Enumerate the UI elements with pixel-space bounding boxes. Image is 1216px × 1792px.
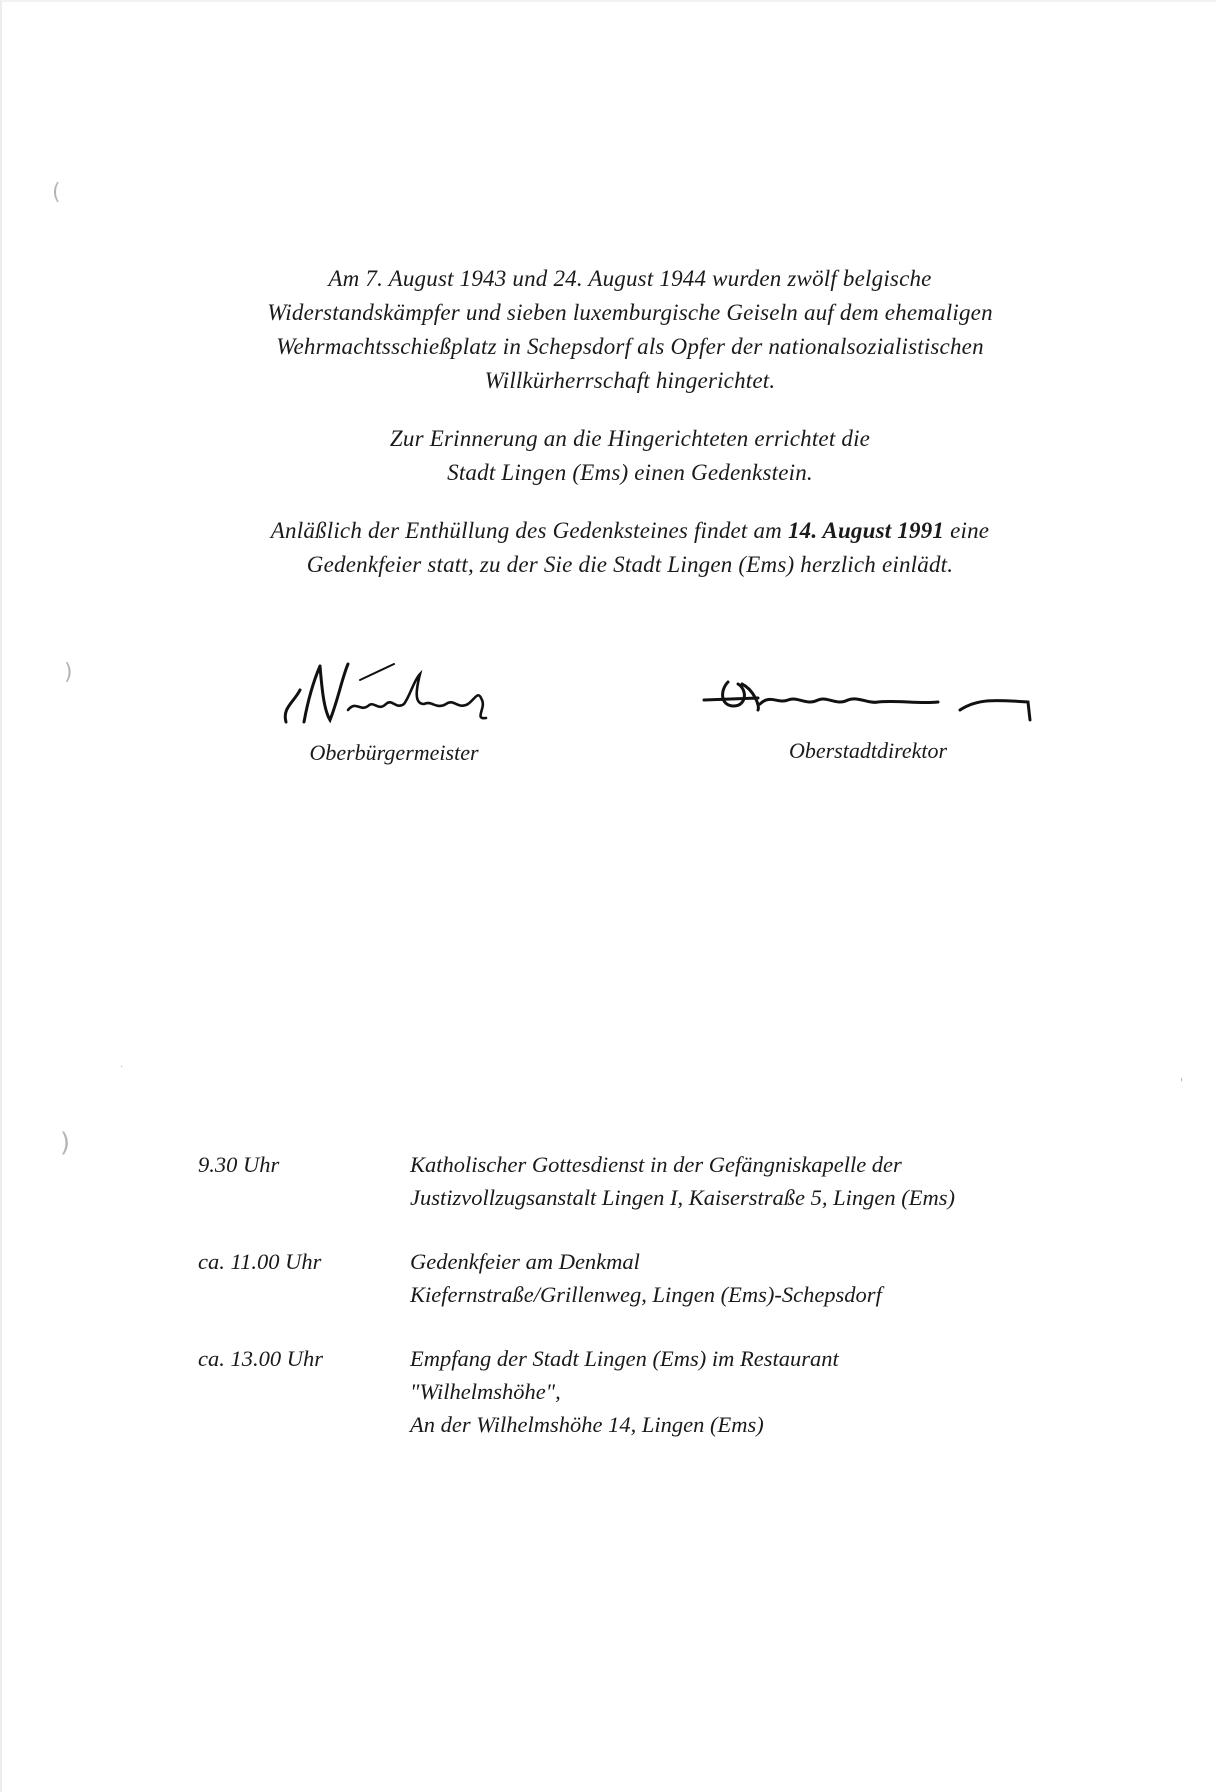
text-line: Stadt Lingen (Ems) einen Gedenkstein. [447,460,813,485]
paragraph-ceremony [180,514,1080,582]
handwritten-signature-icon [264,660,524,730]
schedule-line: "Wilhelmshöhe", [410,1379,561,1404]
schedule-description [410,1148,955,1214]
text-fragment: eine [950,518,990,543]
scan-mark: ) [64,660,73,685]
schedule-description [410,1245,882,1311]
signature-mayor [234,660,554,766]
scan-mark: ' [1180,1076,1184,1090]
text-line: Zur Erinnerung an die Hingerichteten errichtet die [389,426,871,451]
scan-mark: ) [60,1128,71,1158]
text-fragment: Anläßlich der Enthüllung des Gedenksteines findet am [270,518,782,543]
event-schedule [198,1148,1078,1472]
schedule-line: Empfang der Stadt Lingen (Ems) im Restaurant [410,1346,839,1371]
paragraph-memorial [180,422,1080,490]
scan-mark: ( [52,180,61,205]
text-line: Am 7. August 1943 und 24. August 1944 wurden zwölf belgische [328,266,932,291]
handwritten-signature-icon [698,670,1038,730]
schedule-time: 9.30 Uhr [198,1152,280,1177]
schedule-line: Gedenkfeier am Denkmal [410,1249,640,1274]
schedule-row [198,1245,1078,1311]
signature-title-director: Oberstadtdirektor [788,738,948,763]
schedule-line: Katholischer Gottesdienst in der Gefängniskapelle der [410,1152,902,1177]
schedule-row [198,1148,1078,1214]
text-line: Gedenkfeier statt, zu der Sie die Stadt Lingen (Ems) herzlich einlädt. [306,552,954,577]
text-line: Wehrmachtsschießplatz in Schepsdorf als Opfer der nationalsozialistischen [276,334,984,359]
ceremony-date: 14. August 1991 [787,518,945,543]
schedule-time: ca. 11.00 Uhr [198,1249,322,1274]
schedule-row [198,1342,1078,1441]
schedule-line: Justizvollzugsanstalt Lingen I, Kaiserstraße 5, Lingen (Ems) [410,1185,955,1210]
invitation-text [180,262,1080,582]
signature-title-mayor: Oberbürgermeister [309,740,479,765]
schedule-line: Kiefernstraße/Grillenweg, Lingen (Ems)-Schepsdorf [410,1282,882,1307]
schedule-line: An der Wilhelmshöhe 14, Lingen (Ems) [410,1412,764,1437]
scan-mark: · [120,1062,124,1073]
schedule-description [410,1342,839,1441]
text-line: Willkürherrschaft hingerichtet. [484,368,776,393]
schedule-time: ca. 13.00 Uhr [198,1346,323,1371]
paragraph-execution [180,262,1080,398]
text-line: Widerstandskämpfer und sieben luxemburgische Geiseln auf dem ehemaligen [267,300,993,325]
signature-director [708,670,1028,764]
text-line [180,514,1080,548]
